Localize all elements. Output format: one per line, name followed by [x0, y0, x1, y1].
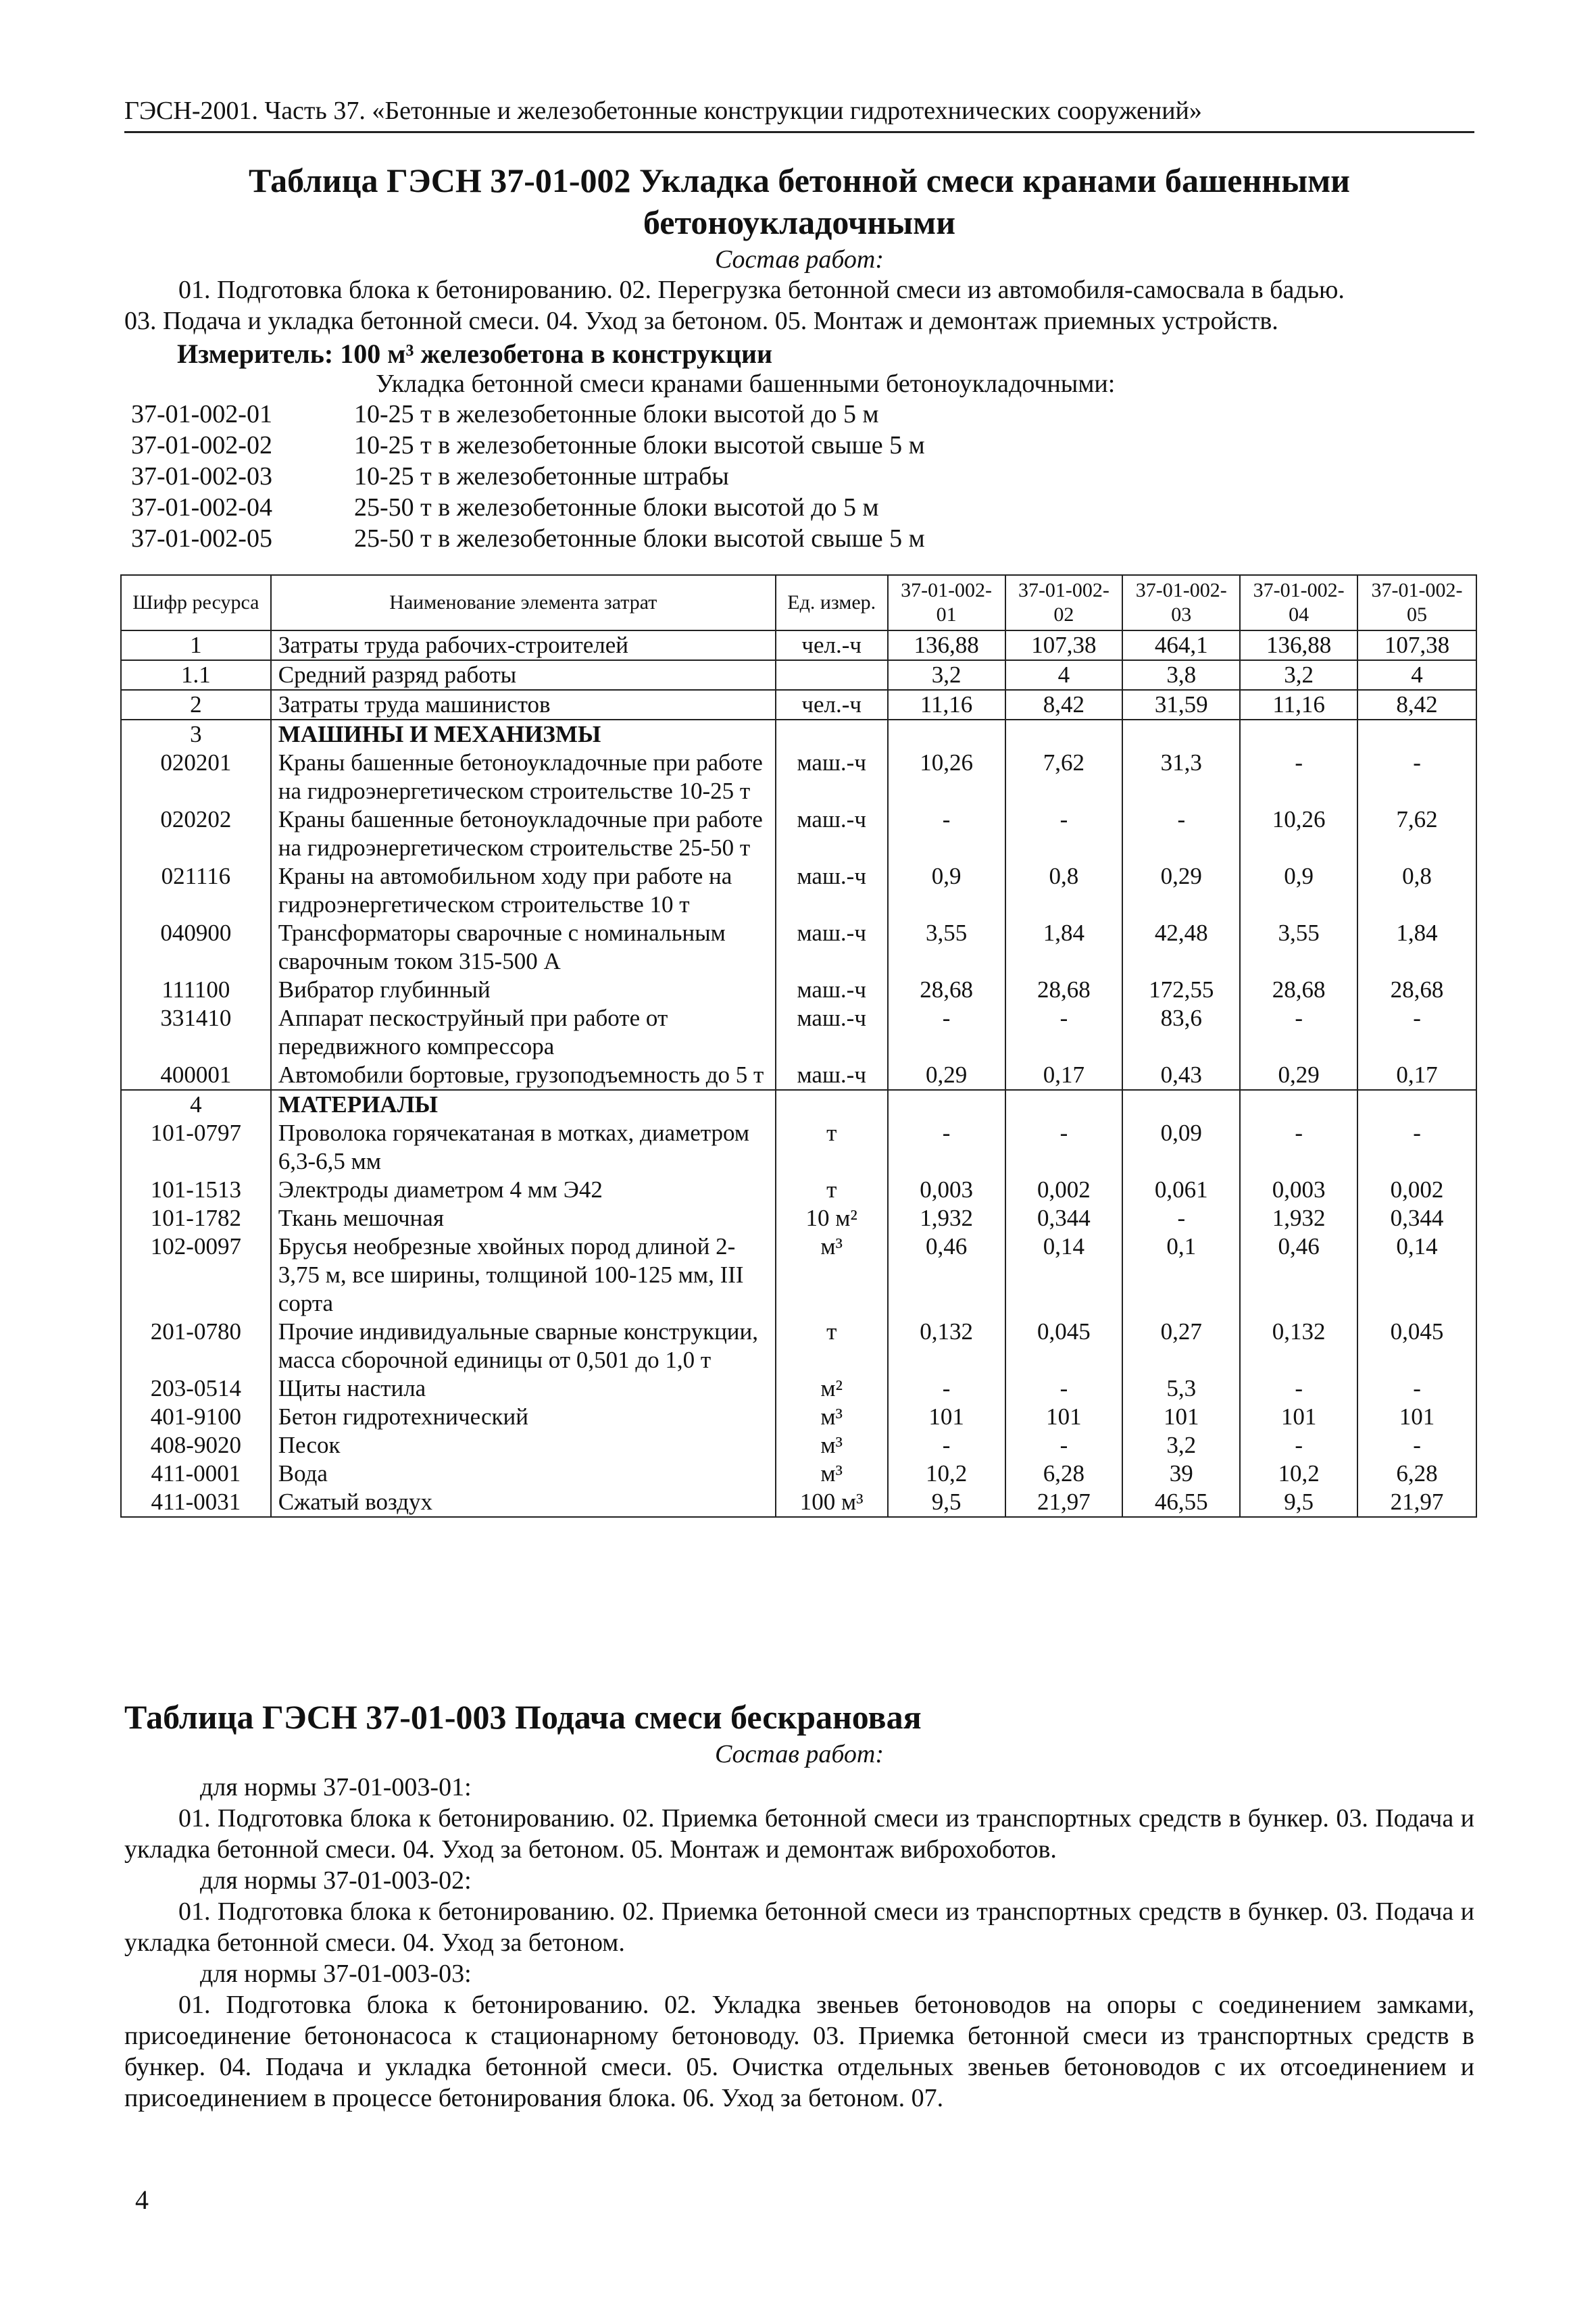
cell-code: 020201 [121, 749, 271, 805]
cell-value: 9,5 [1240, 1488, 1357, 1517]
cell-value: 172,55 [1122, 976, 1240, 1004]
cell-value: 0,9 [1240, 862, 1357, 919]
table-row [121, 1176, 1476, 1204]
cell-value: 0,8 [1005, 862, 1123, 919]
cell-value: 0,003 [1240, 1176, 1357, 1204]
cell-value: 11,16 [1240, 690, 1357, 720]
table-row [121, 1061, 1476, 1090]
cell-value: 0,09 [1122, 1119, 1240, 1176]
cell-code: 411-0031 [121, 1488, 271, 1517]
cell-value: - [888, 1119, 1005, 1176]
cell-value: 0,46 [1240, 1233, 1357, 1318]
cell-value: - [1357, 1119, 1476, 1176]
cell-value: 0,17 [1357, 1061, 1476, 1090]
norm-text: 10-25 т в железобетонные штрабы [354, 462, 729, 491]
cell-value: 21,97 [1357, 1488, 1476, 1517]
cell-value: 136,88 [1240, 630, 1357, 660]
table1-intro: Укладка бетонной смеси кранами башенными бетоноукладочными: [376, 370, 1116, 398]
cell-name: Прочие индивидуальные сварные конструкции, масса сборочной единицы от 0,501 до 1,0 т [271, 1318, 776, 1374]
cell-value: 11,16 [888, 690, 1005, 720]
cell-code: 201-0780 [121, 1318, 271, 1374]
cell-value: 7,62 [1357, 805, 1476, 862]
cell-value: 0,29 [1122, 862, 1240, 919]
cell-value: 0,43 [1122, 1061, 1240, 1090]
cell-value: 1,84 [1357, 919, 1476, 976]
cell-unit: чел.-ч [776, 690, 888, 720]
table1-works-line2: 03. Подача и укладка бетонной смеси. 04. Уход за бетоном. 05. Монтаж и демонтаж приемных устройств. [124, 307, 1278, 335]
cell-value: 3,2 [888, 660, 1005, 690]
cell-value [1005, 720, 1123, 749]
table-row [121, 1204, 1476, 1233]
cell-code: 111100 [121, 976, 271, 1004]
cell-value: 10,2 [888, 1460, 1005, 1488]
cell-value: 39 [1122, 1460, 1240, 1488]
cell-value: 101 [1240, 1403, 1357, 1431]
cell-value: 0,1 [1122, 1233, 1240, 1318]
cell-value [1240, 1090, 1357, 1119]
cell-value: 0,132 [888, 1318, 1005, 1374]
table-header-row [121, 575, 1476, 630]
cell-value: 46,55 [1122, 1488, 1240, 1517]
norm-text: 10-25 т в железобетонные блоки высотой свыше 5 м [354, 431, 925, 459]
cell-code: 203-0514 [121, 1374, 271, 1403]
cell-value: 42,48 [1122, 919, 1240, 976]
cell-unit [776, 1090, 888, 1119]
cell-value: - [1005, 1004, 1123, 1061]
cell-name: Затраты труда машинистов [271, 690, 776, 720]
table-row [121, 1431, 1476, 1460]
cell-code: 102-0097 [121, 1233, 271, 1318]
norm-code: 37-01-002-01 [131, 400, 272, 428]
cell-value: 0,002 [1357, 1176, 1476, 1204]
cell-value: 0,17 [1005, 1061, 1123, 1090]
cell-unit: 10 м² [776, 1204, 888, 1233]
cell-unit: м³ [776, 1460, 888, 1488]
cell-value: 5,3 [1122, 1374, 1240, 1403]
cell-value: 0,344 [1357, 1204, 1476, 1233]
norm-code: 37-01-002-05 [131, 524, 272, 553]
cell-value: 0,27 [1122, 1318, 1240, 1374]
cell-unit: маш.-ч [776, 976, 888, 1004]
cell-value: 4 [1357, 660, 1476, 690]
norm-text: 25-50 т в железобетонные блоки высотой до 5 м [354, 493, 879, 522]
cell-value: 101 [1005, 1403, 1123, 1431]
cell-code: 4 [121, 1090, 271, 1119]
cell-value: 101 [888, 1403, 1005, 1431]
cell-value: 3,55 [1240, 919, 1357, 976]
cell-unit [776, 720, 888, 749]
cell-code: 020202 [121, 805, 271, 862]
cell-code: 401-9100 [121, 1403, 271, 1431]
table-row [121, 1090, 1476, 1119]
table-row [121, 1460, 1476, 1488]
cell-value: - [1240, 1374, 1357, 1403]
page-header: ГЭСН-2001. Часть 37. «Бетонные и железобетонные конструкции гидротехнических сооружений» [124, 95, 1474, 133]
cell-unit: т [776, 1318, 888, 1374]
cell-value: 83,6 [1122, 1004, 1240, 1061]
table1-title [124, 159, 1474, 243]
cell-code: 411-0001 [121, 1460, 271, 1488]
cell-unit: чел.-ч [776, 630, 888, 660]
table-row [121, 630, 1476, 660]
cell-value: - [888, 1374, 1005, 1403]
cell-value: 0,14 [1005, 1233, 1123, 1318]
cell-value: - [1357, 1004, 1476, 1061]
table-body [121, 630, 1476, 1517]
cell-code: 331410 [121, 1004, 271, 1061]
cell-value: 6,28 [1357, 1460, 1476, 1488]
cell-value: - [1005, 805, 1123, 862]
cell-code: 040900 [121, 919, 271, 976]
cell-name: МАШИНЫ И МЕХАНИЗМЫ [271, 720, 776, 749]
cell-value: 6,28 [1005, 1460, 1123, 1488]
table-row [121, 805, 1476, 862]
cell-code: 1 [121, 630, 271, 660]
cell-value: - [1240, 1431, 1357, 1460]
cell-value [1357, 720, 1476, 749]
cell-value: - [888, 1431, 1005, 1460]
norm-item [131, 523, 925, 554]
cell-name: Краны башенные бетоноукладочные при работе на гидроэнергетическом строительстве 25-50 т [271, 805, 776, 862]
cell-value: 3,8 [1122, 660, 1240, 690]
table-row [121, 1004, 1476, 1061]
cell-name: Затраты труда рабочих-строителей [271, 630, 776, 660]
table-row [121, 1374, 1476, 1403]
header-code: Шифр ресурса [121, 575, 271, 630]
cell-value [888, 720, 1005, 749]
norm-text: 10-25 т в железобетонные блоки высотой до 5 м [354, 400, 879, 428]
cell-value: 3,2 [1122, 1431, 1240, 1460]
norm-code: 37-01-002-04 [131, 493, 272, 522]
header-col-5: 37-01-002-05 [1357, 575, 1476, 630]
cell-value: 101 [1122, 1403, 1240, 1431]
norm-code: 37-01-002-02 [131, 431, 272, 459]
cell-unit: маш.-ч [776, 1004, 888, 1061]
cell-value: - [1122, 805, 1240, 862]
cell-value: 4 [1005, 660, 1123, 690]
cell-value: - [1005, 1431, 1123, 1460]
cell-value: 21,97 [1005, 1488, 1123, 1517]
cell-value: 1,84 [1005, 919, 1123, 976]
cell-value: - [1122, 1204, 1240, 1233]
table1-title-line2: бетоноукладочными [643, 203, 956, 241]
cell-value: 10,26 [1240, 805, 1357, 862]
cell-value: 8,42 [1005, 690, 1123, 720]
cell-code: 1.1 [121, 660, 271, 690]
table-row [121, 749, 1476, 805]
norm-list [131, 399, 925, 554]
table-row [121, 1318, 1476, 1374]
cell-value: 28,68 [1357, 976, 1476, 1004]
cell-name: Брусья необрезные хвойных пород длиной 2-3,75 м, все ширины, толщиной 100-125 мм, III сорта [271, 1233, 776, 1318]
table-row [121, 862, 1476, 919]
cell-value: 8,42 [1357, 690, 1476, 720]
cell-value: - [1240, 1004, 1357, 1061]
cell-code: 101-1513 [121, 1176, 271, 1204]
table2-sostav-label: Состав работ: [714, 1740, 884, 1768]
norm1-label: для нормы 37-01-003-01: [200, 1773, 472, 1801]
cell-name: МАТЕРИАЛЫ [271, 1090, 776, 1119]
cell-name: Краны на автомобильном ходу при работе на гидроэнергетическом строительстве 10 т [271, 862, 776, 919]
cell-value: 0,29 [1240, 1061, 1357, 1090]
cell-value: 136,88 [888, 630, 1005, 660]
cell-value: 0,8 [1357, 862, 1476, 919]
table-row [121, 1233, 1476, 1318]
cell-value: 101 [1357, 1403, 1476, 1431]
table1-sostav-label: Состав работ: [714, 245, 884, 274]
cell-value [1122, 720, 1240, 749]
cell-value: 0,003 [888, 1176, 1005, 1204]
table1-measure: Измеритель: 100 м³ железобетона в конструкции [177, 339, 773, 369]
table-row [121, 919, 1476, 976]
page-number: 4 [135, 2185, 149, 2215]
cell-value: - [888, 1004, 1005, 1061]
table-row [121, 1488, 1476, 1517]
header-col-2: 37-01-002-02 [1005, 575, 1123, 630]
cell-value: 7,62 [1005, 749, 1123, 805]
cell-value: 0,045 [1005, 1318, 1123, 1374]
cell-unit: т [776, 1176, 888, 1204]
cell-value: 3,55 [888, 919, 1005, 976]
table-row [121, 720, 1476, 749]
header-col-3: 37-01-002-03 [1122, 575, 1240, 630]
table-row [121, 690, 1476, 720]
cell-value: - [1005, 1374, 1123, 1403]
table1-works-line1: 01. Подготовка блока к бетонированию. 02. Перегрузка бетонной смеси из автомобиля-самосвала в бадью. [178, 276, 1345, 304]
cell-name: Проволока горячекатаная в мотках, диаметром 6,3-6,5 мм [271, 1119, 776, 1176]
cell-value: 10,26 [888, 749, 1005, 805]
cell-value [888, 1090, 1005, 1119]
cell-name: Вибратор глубинный [271, 976, 776, 1004]
norm1-text: 01. Подготовка блока к бетонированию. 02. Приемка бетонной смеси из транспортных средств в бункер. 03. Подача и укладка бетонной смеси. 04. Уход за бетоном. 05. Монтаж и демонтаж виброхоботов. [124, 1804, 1474, 1864]
cell-unit: маш.-ч [776, 1061, 888, 1090]
cell-value: - [1240, 1119, 1357, 1176]
table-row [121, 1119, 1476, 1176]
table2-works [124, 1772, 1474, 2114]
header-col-4: 37-01-002-04 [1240, 575, 1357, 630]
cell-name: Аппарат пескоструйный при работе от передвижного компрессора [271, 1004, 776, 1061]
cell-value: 0,9 [888, 862, 1005, 919]
norm-item [131, 430, 925, 461]
table2-title: Таблица ГЭСН 37-01-003 Подача смеси бескрановая [124, 1698, 922, 1736]
norm-item [131, 461, 925, 492]
cell-value: 0,061 [1122, 1176, 1240, 1204]
cell-unit [776, 660, 888, 690]
header-unit: Ед. измер. [776, 575, 888, 630]
cell-name: Сжатый воздух [271, 1488, 776, 1517]
cell-code: 3 [121, 720, 271, 749]
norm-code: 37-01-002-03 [131, 462, 272, 491]
table-row [121, 660, 1476, 690]
cell-value: 9,5 [888, 1488, 1005, 1517]
cell-unit: м³ [776, 1403, 888, 1431]
cell-name: Ткань мешочная [271, 1204, 776, 1233]
cell-value: - [1005, 1119, 1123, 1176]
cell-value [1240, 720, 1357, 749]
norm-item [131, 492, 925, 523]
cell-value: 1,932 [1240, 1204, 1357, 1233]
cell-name: Бетон гидротехнический [271, 1403, 776, 1431]
table1-title-line1: Таблица ГЭСН 37-01-002 Укладка бетонной смеси кранами башенными [249, 161, 1350, 199]
cell-value: 0,132 [1240, 1318, 1357, 1374]
cell-name: Вода [271, 1460, 776, 1488]
cell-code: 101-0797 [121, 1119, 271, 1176]
cell-unit: 100 м³ [776, 1488, 888, 1517]
cell-value: 28,68 [1240, 976, 1357, 1004]
cell-value: 1,932 [888, 1204, 1005, 1233]
cell-value: 107,38 [1005, 630, 1123, 660]
cell-value [1005, 1090, 1123, 1119]
cell-unit: м³ [776, 1431, 888, 1460]
norm-text: 25-50 т в железобетонные блоки высотой свыше 5 м [354, 524, 925, 553]
cell-unit: м³ [776, 1233, 888, 1318]
cell-value: - [1357, 1374, 1476, 1403]
table-row [121, 976, 1476, 1004]
norm2-label: для нормы 37-01-003-02: [200, 1866, 472, 1895]
cell-unit: маш.-ч [776, 805, 888, 862]
cell-value: 31,3 [1122, 749, 1240, 805]
cell-value: 0,045 [1357, 1318, 1476, 1374]
cell-name: Автомобили бортовые, грузоподъемность до 5 т [271, 1061, 776, 1090]
cell-name: Щиты настила [271, 1374, 776, 1403]
cell-value [1357, 1090, 1476, 1119]
cell-code: 101-1782 [121, 1204, 271, 1233]
cell-value: 0,29 [888, 1061, 1005, 1090]
cell-value: - [1240, 749, 1357, 805]
norm2-text: 01. Подготовка блока к бетонированию. 02. Приемка бетонной смеси из транспортных средств в бункер. 03. Подача и укладка бетонной смеси. 04. Уход за бетоном. [124, 1897, 1474, 1957]
cell-value: 107,38 [1357, 630, 1476, 660]
cell-value: 0,46 [888, 1233, 1005, 1318]
norm3-text: 01. Подготовка блока к бетонированию. 02. Укладка звеньев бетоноводов на опоры с соединением замками, присоединение бетононасоса к стационарному бетоноводу. 03. Приемка бетонной смеси из транспортных средств в бункер. 04. Подача и укладка бетонной смеси. 05. Очистка отдельных звеньев бетоноводов с их отсоединением и присоединением в процессе бетонирования блока. 06. Уход за бетоном. 07. [124, 1991, 1474, 2112]
cell-name: Средний разряд работы [271, 660, 776, 690]
cell-value [1122, 1090, 1240, 1119]
cell-value: - [888, 805, 1005, 862]
cell-name: Краны башенные бетоноукладочные при работе на гидроэнергетическом строительстве 10-25 т [271, 749, 776, 805]
cell-value: 0,002 [1005, 1176, 1123, 1204]
cell-value: - [1357, 749, 1476, 805]
cell-value: 28,68 [1005, 976, 1123, 1004]
cell-value: 0,14 [1357, 1233, 1476, 1318]
header-name: Наименование элемента затрат [271, 575, 776, 630]
norm-item [131, 399, 925, 430]
cell-code: 021116 [121, 862, 271, 919]
cell-name: Песок [271, 1431, 776, 1460]
cell-value: - [1357, 1431, 1476, 1460]
table1-works [124, 274, 1474, 337]
cell-name: Трансформаторы сварочные с номинальным сварочным током 315-500 А [271, 919, 776, 976]
cell-unit: маш.-ч [776, 862, 888, 919]
cell-code: 2 [121, 690, 271, 720]
cell-unit: маш.-ч [776, 749, 888, 805]
cell-value: 3,2 [1240, 660, 1357, 690]
cell-unit: т [776, 1119, 888, 1176]
cell-value: 464,1 [1122, 630, 1240, 660]
table-row [121, 1403, 1476, 1431]
cell-value: 0,344 [1005, 1204, 1123, 1233]
cell-unit: маш.-ч [776, 919, 888, 976]
cell-unit: м² [776, 1374, 888, 1403]
norm3-label: для нормы 37-01-003-03: [200, 1960, 472, 1988]
header-col-1: 37-01-002-01 [888, 575, 1005, 630]
cell-code: 400001 [121, 1061, 271, 1090]
resource-table [120, 574, 1477, 1518]
cell-code: 408-9020 [121, 1431, 271, 1460]
cell-value: 31,59 [1122, 690, 1240, 720]
cell-value: 10,2 [1240, 1460, 1357, 1488]
cell-value: 28,68 [888, 976, 1005, 1004]
cell-name: Электроды диаметром 4 мм Э42 [271, 1176, 776, 1204]
